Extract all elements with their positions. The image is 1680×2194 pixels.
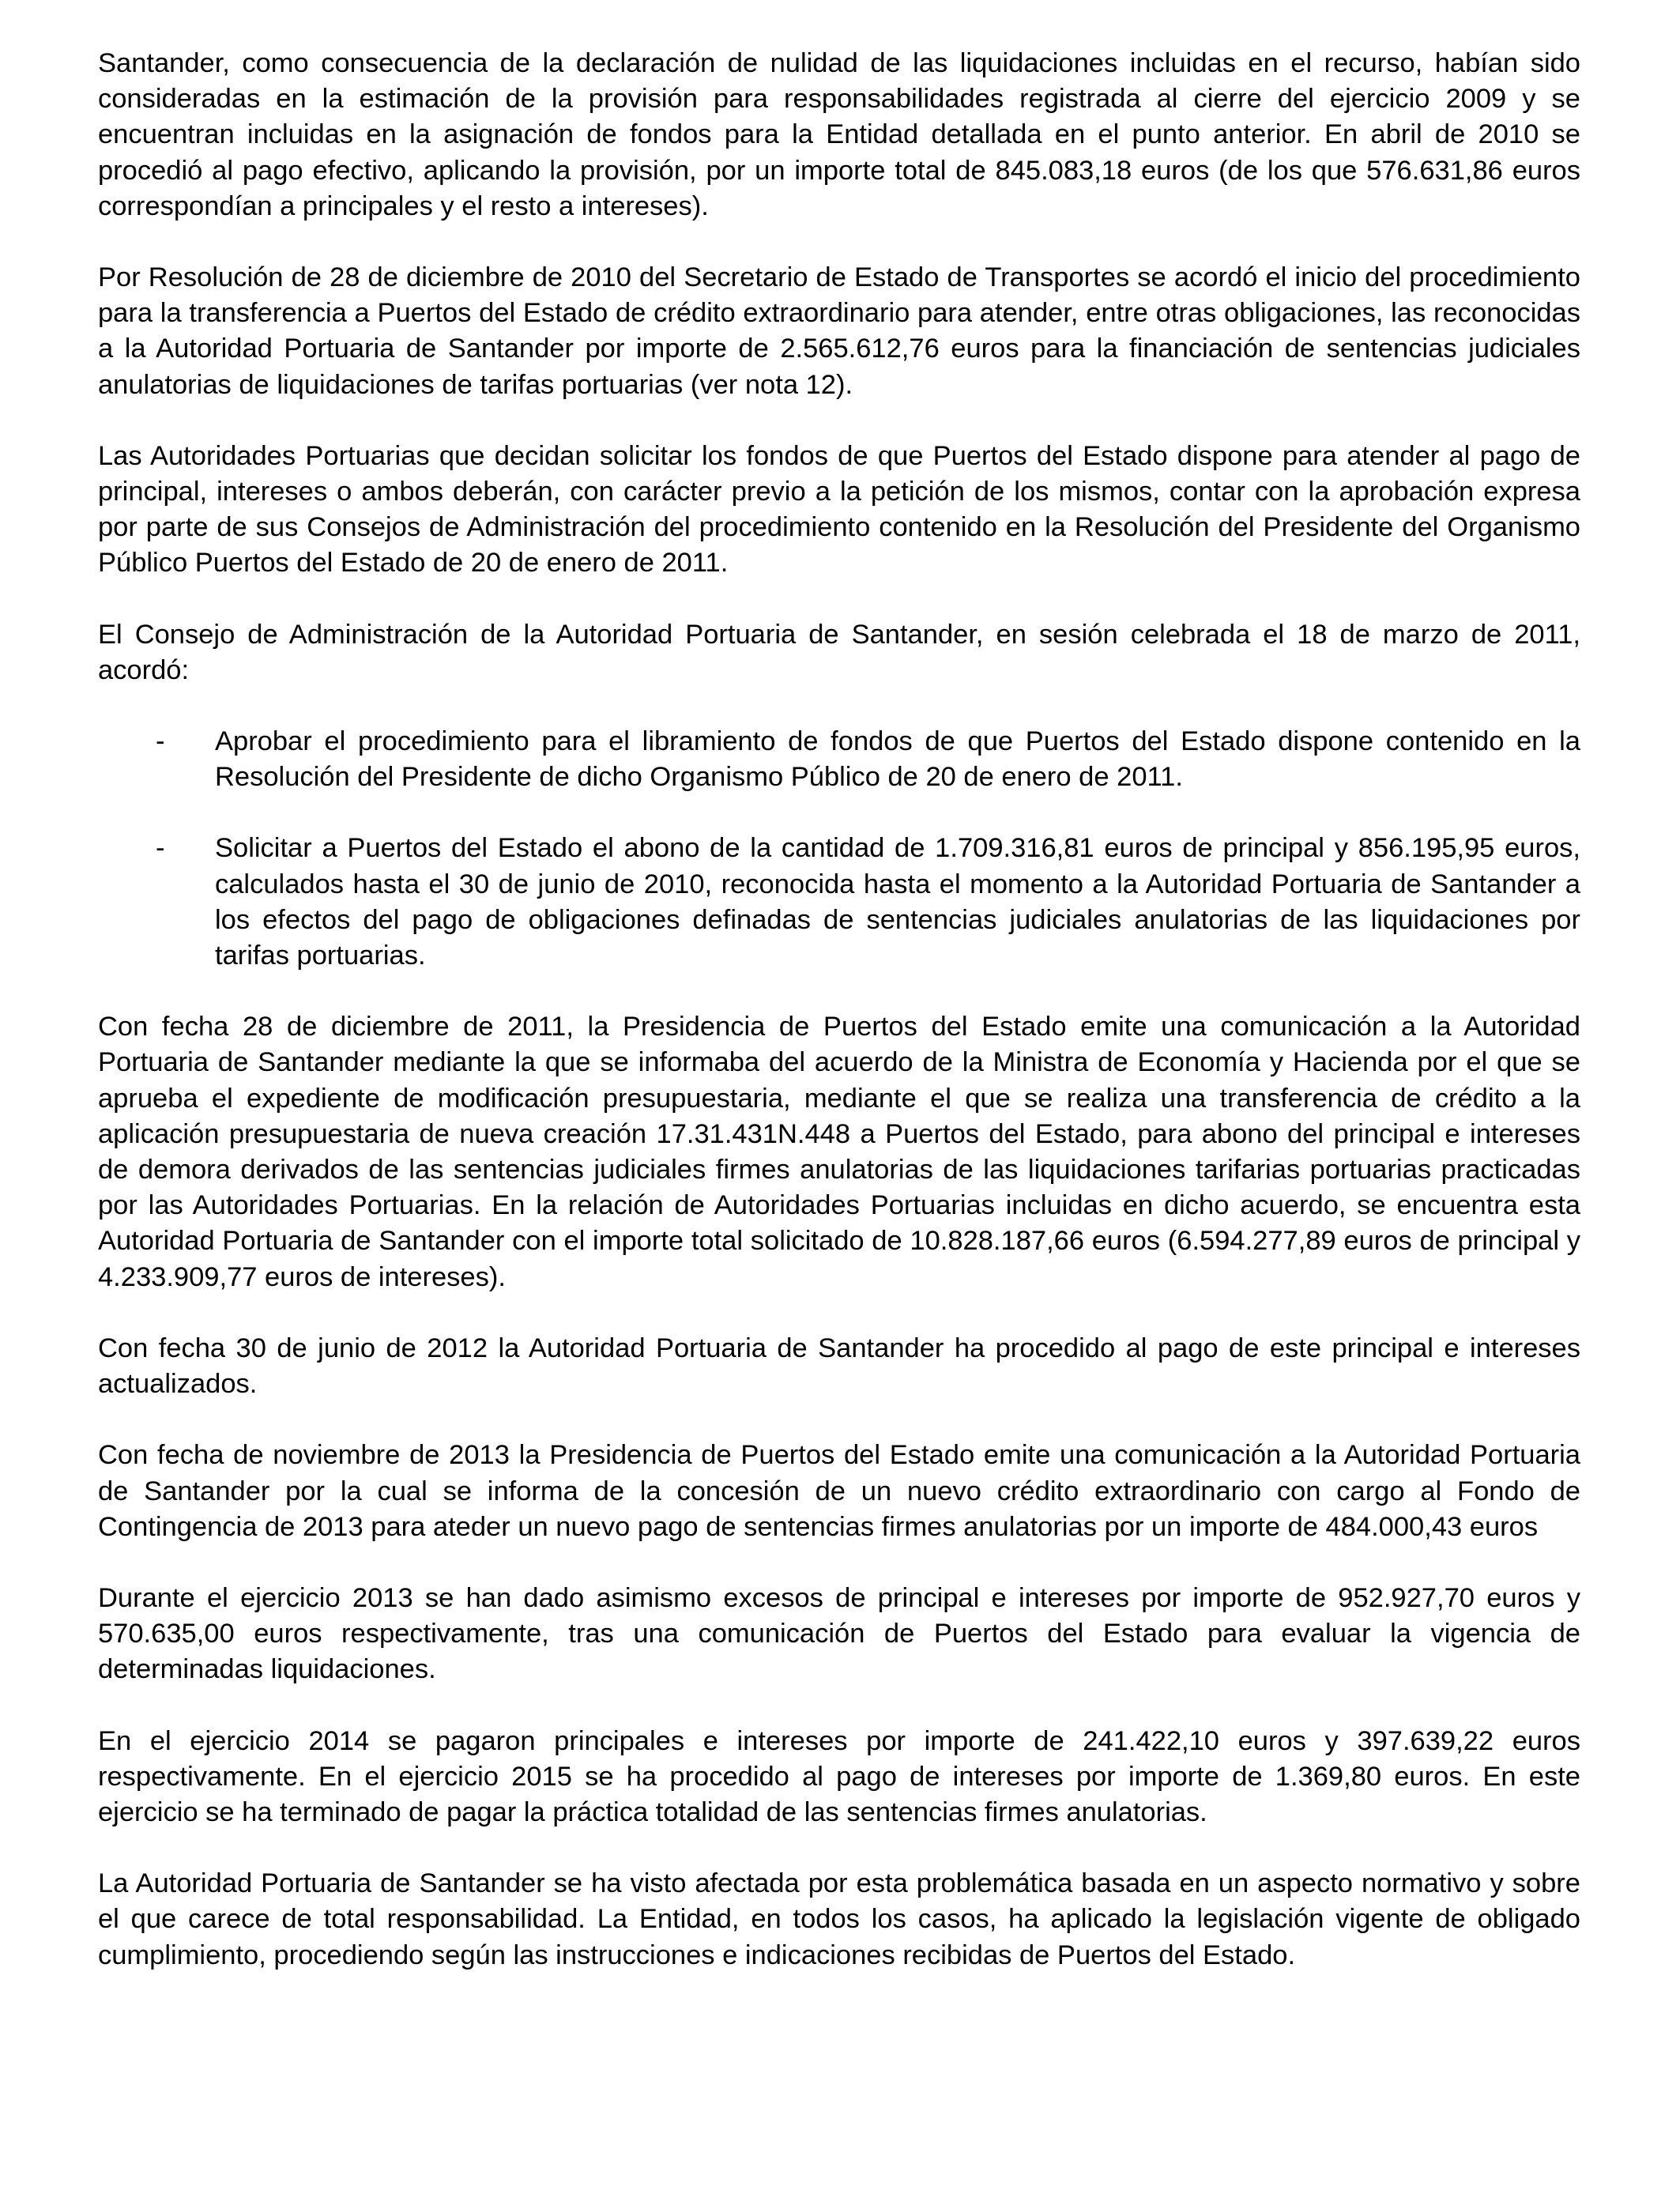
paragraph-credit-2013: Con fecha de noviembre de 2013 la Presidencia de Puertos del Estado emite una comunicación a la Autoridad Portuaria de Santander por la cual se informa de la concesión de un nuevo crédito extraordinario con cargo al Fondo de Contingencia de 2013 para ateder un nuevo pago de sentencias firmes anulatorias por un importe de 484.000,43 euros xyxy=(98,1440,1580,1542)
bullet-marker: - xyxy=(156,726,165,757)
bullet-marker: - xyxy=(156,833,165,864)
paragraph-payment-2012: Con fecha 30 de junio de 2012 la Autoridad Portuaria de Santander ha procedido al pago de este principal e intereses actualizados. xyxy=(98,1333,1580,1400)
paragraph-board-agreement: El Consejo de Administración de la Autoridad Portuaria de Santander, en sesión celebrada el 18 de marzo de 2011, acordó: xyxy=(98,619,1580,685)
document-page xyxy=(98,46,1580,2009)
list-item-text: Aprobar el procedimiento para el libramiento de fondos de que Puertos del Estado dispone contenido en la Resolución del Presidente de dicho Organismo Público de 20 de enero de 2011. xyxy=(215,726,1580,793)
paragraph-resolution-credit: Por Resolución de 28 de diciembre de 2010 del Secretario de Estado de Transportes se acordó el inicio del procedimiento para la transferencia a Puertos del Estado de crédito extraordinario para atender, entre otras obligaciones, las reconocidas a la Autoridad Portuaria de Santander por importe de 2.565.612,76 euros para la financiación de sentencias judiciales anulatorias de liquidaciones de tarifas portuarias (ver nota 12). xyxy=(98,262,1580,400)
list-item xyxy=(98,831,1580,974)
list-item xyxy=(98,724,1580,795)
paragraph-payments-2014-2015: En el ejercicio 2014 se pagaron principales e intereses por importe de 241.422,10 euros y 397.639,22 euros respectivamente. En el ejercicio 2015 se ha procedido al pago de intereses por importe de 1.369,80 euros. En este ejercicio se ha terminado de pagar la práctica totalidad de las sentencias firmes anulatorias. xyxy=(98,1725,1580,1827)
list-item-text: Solicitar a Puertos del Estado el abono de la cantidad de 1.709.316,81 euros de principal y 856.195,95 euros, calculados hasta el 30 de junio de 2010, reconocida hasta el momento a la Autoridad Portuaria de Santander a los efectos del pago de obligaciones definadas de sentencias judiciales anulatorias de las liquidaciones por tarifas portuarias. xyxy=(215,833,1580,971)
paragraph-excesses-2013: Durante el ejercicio 2013 se han dado asimismo excesos de principal e intereses por importe de 952.927,70 euros y 570.635,00 euros respectivamente, tras una comunicación de Puertos del Estado para evaluar la vigencia de determinadas liquidaciones. xyxy=(98,1582,1580,1685)
paragraph-port-authorities-funds: Las Autoridades Portuarias que decidan solicitar los fondos de que Puertos del Estado dispone para atender al pago de principal, intereses o ambos deberán, con carácter previo a la petición de los mismos, contar con la aprobación expresa por parte de sus Consejos de Administración del procedimiento contenido en la Resolución del Presidente del Organismo Público Puertos del Estado de 20 de enero de 2011. xyxy=(98,440,1580,579)
agreement-list xyxy=(98,724,1580,974)
paragraph-conclusion: La Autoridad Portuaria de Santander se ha visto afectada por esta problemática basada en un aspecto normativo y sobre el que carece de total responsabilidad. La Entidad, en todos los casos, ha aplicado la legislación vigente de obligado cumplimiento, procediendo según las instrucciones e indicaciones recibidas de Puertos del Estado. xyxy=(98,1868,1580,1970)
paragraph-budget-modification: Con fecha 28 de diciembre de 2011, la Presidencia de Puertos del Estado emite una comunicación a la Autoridad Portuaria de Santander mediante la que se informaba del acuerdo de la Ministra de Economía y Hacienda por el que se aprueba el expediente de modificación presupuestaria, mediante el que se realiza una transferencia de crédito a la aplicación presupuestaria de nueva creación 17.31.431N.448 a Puertos del Estado, para abono del principal e intereses de demora derivados de las sentencias judiciales firmes anulatorias de las liquidaciones tarifarias portuarias practicadas por las Autoridades Portuarias. En la relación de Autoridades Portuarias incluidas en dicho acuerdo, se encuentra esta Autoridad Portuaria de Santander con el importe total solicitado de 10.828.187,66 euros (6.594.277,89 euros de principal y 4.233.909,77 euros de intereses). xyxy=(98,1012,1580,1292)
paragraph-provision-payment: Santander, como consecuencia de la declaración de nulidad de las liquidaciones incluidas en el recurso, habían sido consideradas en la estimación de la provisión para responsabilidades registrada al cierre del ejercicio 2009 y se encuentran incluidas en la asignación de fondos para la Entidad detallada en el punto anterior. En abril de 2010 se procedió al pago efectivo, aplicando la provisión, por un importe total de 845.083,18 euros (de los que 576.631,86 euros correspondían a principales y el resto a intereses). xyxy=(98,48,1580,221)
